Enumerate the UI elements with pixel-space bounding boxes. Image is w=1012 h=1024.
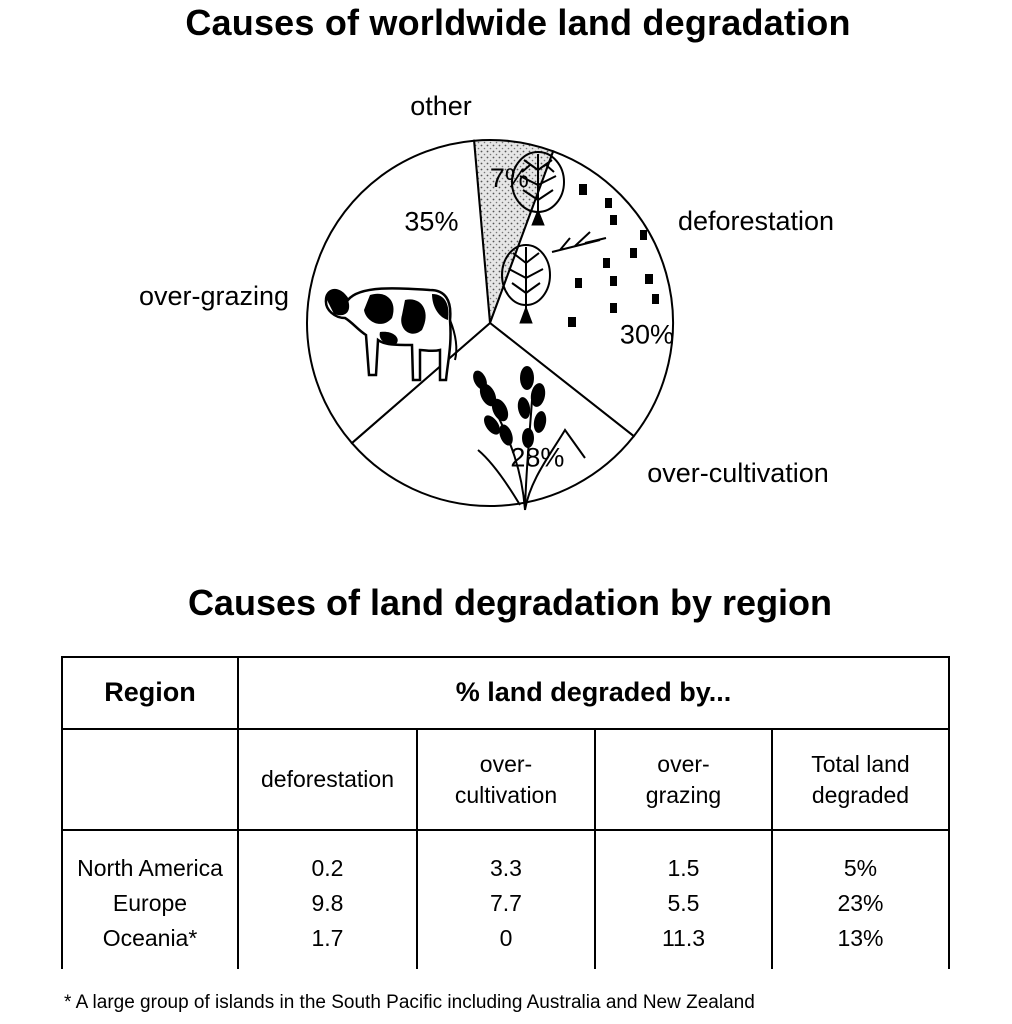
value-cell-total-land-degraded: 13% bbox=[772, 921, 949, 969]
value-cell-deforestation: 1.7 bbox=[238, 921, 417, 969]
pie-category-label-over-grazing: over-grazing bbox=[138, 281, 290, 311]
value-cell-over-cultivation: 0 bbox=[417, 921, 595, 969]
region-table bbox=[61, 656, 950, 969]
region-cell: North America bbox=[62, 830, 238, 887]
table-row bbox=[62, 921, 949, 969]
value-cell-total-land-degraded: 5% bbox=[772, 830, 949, 887]
region-header: Region bbox=[62, 657, 238, 729]
value-cell-deforestation: 9.8 bbox=[238, 887, 417, 920]
pie-value-label-other: 7% bbox=[489, 162, 529, 193]
footnote: * A large group of islands in the South Pacific including Australia and New Zealand bbox=[64, 992, 755, 1013]
region-cell: Oceania* bbox=[62, 921, 238, 969]
value-cell-over-grazing: 1.5 bbox=[595, 830, 772, 887]
pie-value-label-over-grazing: 35% bbox=[404, 206, 459, 237]
value-cell-deforestation: 0.2 bbox=[238, 830, 417, 887]
pie-chart bbox=[0, 60, 1012, 560]
pie-chart-title: Causes of worldwide land degradation bbox=[185, 2, 851, 43]
table-row bbox=[62, 887, 949, 920]
value-cell-over-grazing: 5.5 bbox=[595, 887, 772, 920]
pie-category-label-deforestation: deforestation bbox=[677, 206, 835, 236]
table-row bbox=[62, 830, 949, 887]
value-cell-total-land-degraded: 23% bbox=[772, 887, 949, 920]
pie-chart-svg bbox=[0, 60, 1012, 560]
value-cell-over-grazing: 11.3 bbox=[595, 921, 772, 969]
region-cell: Europe bbox=[62, 887, 238, 920]
column-header-over-grazing: over- grazing bbox=[595, 729, 772, 831]
group-header: % land degraded by... bbox=[238, 657, 949, 729]
pie-value-label-deforestation: 30% bbox=[619, 319, 674, 350]
pie-category-label-other: other bbox=[410, 91, 472, 121]
value-cell-over-cultivation: 7.7 bbox=[417, 887, 595, 920]
pie-value-label-over-cultivation: 28% bbox=[510, 442, 565, 473]
column-header-total-land-degraded: Total land degraded bbox=[772, 729, 949, 831]
pie-category-label-over-cultivation: over-cultivation bbox=[647, 458, 829, 488]
column-header-deforestation: deforestation bbox=[238, 729, 417, 831]
value-cell-over-cultivation: 3.3 bbox=[417, 830, 595, 887]
column-header-over-cultivation: over- cultivation bbox=[417, 729, 595, 831]
empty-header-cell bbox=[62, 729, 238, 831]
table-title: Causes of land degradation by region bbox=[187, 582, 833, 623]
